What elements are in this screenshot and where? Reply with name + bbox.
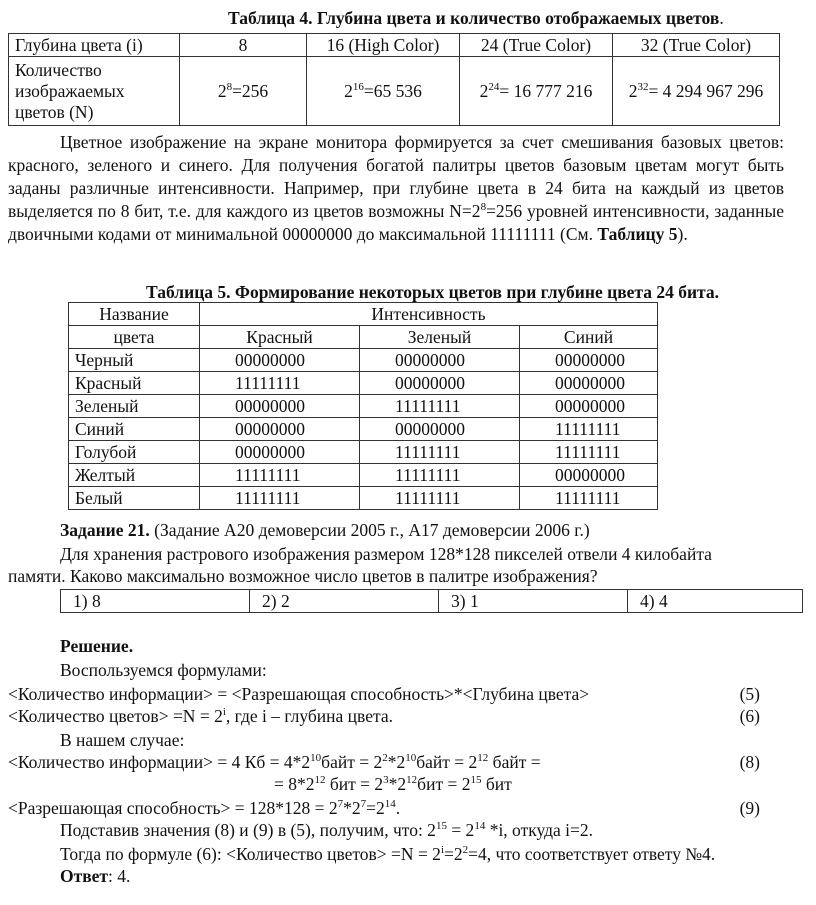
answer-options-table [60, 589, 803, 613]
red-value-cell: 11111111 [200, 464, 360, 487]
table4-cell: $2^{16}=65$ 536 [307, 57, 460, 126]
color-depth-table [8, 33, 780, 126]
red-value-cell: 00000000 [200, 395, 360, 418]
solution-case: В нашем случае: [60, 730, 185, 750]
table4-header-cell: 16 (High Color) [307, 34, 460, 57]
table4-header-cell: Глубина цвета (i) [9, 34, 180, 57]
color-formation-table [68, 302, 658, 510]
table4-cell: $2^{24}= 16$ 777 216 [460, 57, 613, 126]
green-value-cell: 11111111 [360, 395, 520, 418]
table4-cell: $2^8=256$ [180, 57, 307, 126]
red-value-cell: 00000000 [200, 441, 360, 464]
color-name-cell: Голубой [69, 441, 200, 464]
table5-intensity-header: Интенсивность [200, 303, 658, 326]
red-value-cell: 11111111 [200, 372, 360, 395]
blue-value-cell: 11111111 [520, 487, 658, 510]
formula-9: <Разрешающая способность> = $128*128 = 2^7*2^7=2^{14}$. (9) [8, 798, 760, 818]
task-text-line: Для хранения растрового изображения размером 128*128 пикселей отвели 4 килобайта [60, 544, 712, 564]
table-row [69, 418, 658, 441]
blue-value-cell: 11111111 [520, 418, 658, 441]
answer-option: 1) 8 [61, 590, 250, 613]
red-value-cell: 00000000 [200, 418, 360, 441]
blue-value-cell: 00000000 [520, 349, 658, 372]
table-row [69, 395, 658, 418]
green-value-cell: 00000000 [360, 372, 520, 395]
green-value-cell: 11111111 [360, 464, 520, 487]
solution-answer: Ответ: 4. [60, 866, 131, 886]
color-name-cell: Желтый [69, 464, 200, 487]
solution-title: Решение. [60, 636, 134, 656]
answer-option: 3) 1 [439, 590, 628, 613]
paragraph-color-image: Цветное изображение на экране монитора формируется за счет смешивания базовых цветов: красного, зеленого и синего. Для получения богатой палитры цветов базовым цветам могут быть заданы различные интенсивности. Например, при глубине цвета в 24 бита на каждый из цветов выделяется по 8 бит, т.е. для каждого из цветов возможны $N=2^8=256$ уровней интенсивности, заданные двоичными кодами от минимальной 00000000 до максимальной 11111111 (См. Таблицу 5). [8, 132, 784, 245]
table4-header-cell: 32 (True Color) [613, 34, 780, 57]
blue-value-cell: 00000000 [520, 464, 658, 487]
table5-caption: Таблица 5. Формирование некоторых цветов при глубине цвета 24 бита. [146, 282, 719, 302]
color-name-cell: Синий [69, 418, 200, 441]
table5-column-header: Красный [200, 326, 360, 349]
table4-header-cell: 8 [180, 34, 307, 57]
solution-intro: Воспользуемся формулами: [60, 660, 267, 680]
table4-header-cell: 24 (True Color) [460, 34, 613, 57]
table5-name-header: Название [69, 303, 200, 326]
task-heading: Задание 21. (Задание А20 демоверсии 2005 г., А17 демоверсии 2006 г.) [60, 520, 590, 540]
blue-value-cell: 00000000 [520, 395, 658, 418]
green-value-cell: 00000000 [360, 418, 520, 441]
red-value-cell: 11111111 [200, 487, 360, 510]
table4-row-label: Количество изображаемых цветов (N) [9, 57, 180, 126]
red-value-cell: 00000000 [200, 349, 360, 372]
green-value-cell: 11111111 [360, 487, 520, 510]
solution-conclusion: Тогда по формуле (6): <Количество цветов> $=N = 2^i=2^2=4$, что соответствует ответу №4. [60, 844, 716, 864]
table5-name-header: цвета [69, 326, 200, 349]
table4-caption: Таблица 4. Глубина цвета и количество отображаемых цветов. [228, 8, 724, 28]
color-name-cell: Красный [69, 372, 200, 395]
table-row [69, 464, 658, 487]
formula-6: <Количество цветов> $=N = 2^i$, где i – глубина цвета. (6) [8, 706, 760, 726]
blue-value-cell: 11111111 [520, 441, 658, 464]
green-value-cell: 00000000 [360, 349, 520, 372]
formula-8: <Количество информации> = 4 Кб = $4*2^{10}байт$ = $2^2*2^{10}байт = 2^{12}$ байт = (8) [8, 752, 760, 772]
color-name-cell: Белый [69, 487, 200, 510]
answer-option: 2) 2 [250, 590, 439, 613]
table5-column-header: Синий [520, 326, 658, 349]
solution-substitution: Подставив значения (8) и (9) в (5), получим, что: $2^{15} = 2^{14}$ *i, откуда i=2. [60, 820, 594, 840]
formula-8-continued: = $8*2^{12}$ бит = $2^3*2^{12}бит = 2^{15}$ бит [274, 774, 512, 794]
green-value-cell: 11111111 [360, 441, 520, 464]
formula-5: <Количество информации> = <Разрешающая способность>*<Глубина цвета> (5) [8, 684, 760, 704]
color-name-cell: Черный [69, 349, 200, 372]
table-row [69, 441, 658, 464]
task-text-line: памяти. Каково максимально возможное число цветов в палитре изображения? [8, 566, 598, 586]
table-row [69, 372, 658, 395]
table-row [69, 487, 658, 510]
blue-value-cell: 00000000 [520, 372, 658, 395]
table-row [69, 349, 658, 372]
answer-option: 4) 4 [628, 590, 803, 613]
color-name-cell: Зеленый [69, 395, 200, 418]
table4-cell: $2^{32}= 4$ 294 967 296 [613, 57, 780, 126]
table5-column-header: Зеленый [360, 326, 520, 349]
